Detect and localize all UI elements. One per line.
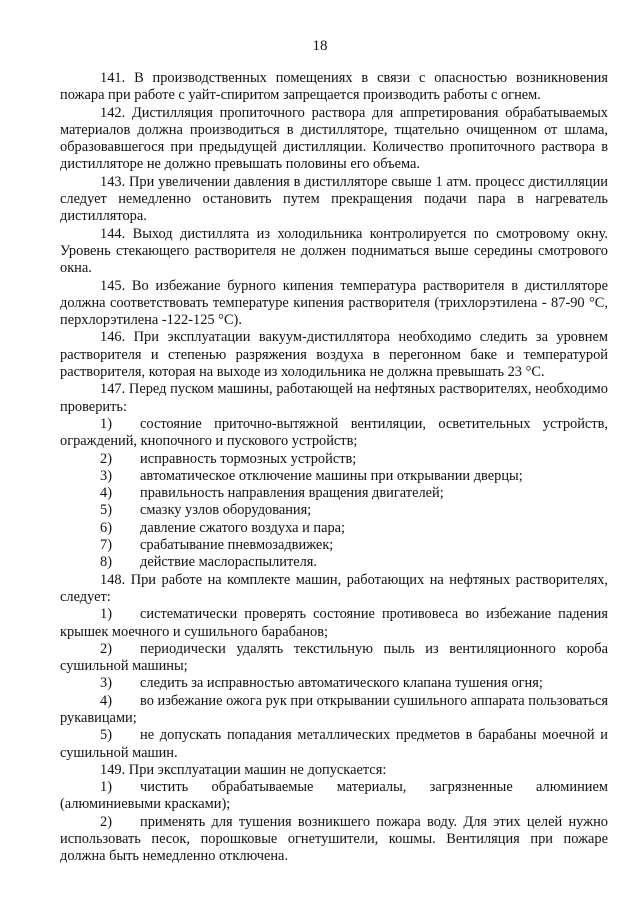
list-item-148-5: 5) не допускать попадания металлических предметов в барабаны моечной и сушильной машин. [60,727,608,761]
document-body [60,70,608,866]
paragraph-146: 146. При эксплуатации вакуум-дистиллятора необходимо следить за уровнем растворителя и степенью разряжения воздуха в перегонном баке и температурой растворителя, которая на выходе из холодильника не должна превышать 23 °С. [60,329,608,381]
paragraph-141: 141. В производственных помещениях в связи с опасностью возникновения пожара при работе с уайт-спиритом запрещается производить работы с огнем. [60,70,608,104]
page-number: 18 [312,38,328,54]
list-item-147-4: 4) правильность направления вращения двигателей; [100,485,444,502]
paragraph-144: 144. Выход дистиллята из холодильника контролируется по смотровому окну. Уровень стекающего растворителя не должен подниматься выше середины смотрового окна. [60,225,608,277]
paragraph-143: 143. При увеличении давления в дистилляторе свыше 1 атм. процесс дистилляции следует немедленно остановить путем прекращения подачи пара в нагреватель дистиллятора. [60,173,608,225]
list-item-148-4: 4) во избежание ожога рук при открывании сушильного аппарата пользоваться рукавицами; [60,692,608,726]
paragraph-145: 145. Во избежание бурного кипения температура растворителя в дистилляторе должна соответствовать температуре кипения растворителя (трихлорэтилена - 87-90 °С, перхлорэтилена -122-125 °С). [60,277,608,329]
list-item-147-8: 8) действие маслораспылителя. [100,554,318,571]
paragraph-142: 142. Дистилляция пропиточного раствора для аппретирования обрабатываемых материалов должна производиться в дистилляторе, тщательно очищенном от шлама, образовавшегося при предыдущей дистилляции. Количество пропиточного раствора в дистилляторе не должно превышать половины его объема. [60,104,608,173]
list-item-149-1: 1) чистить обрабатываемые материалы, загрязненные алюминием (алюминиевыми красками); [60,779,608,813]
list-item-147-6: 6) давление сжатого воздуха и пара; [100,519,346,536]
paragraph-148: 148. При работе на комплекте машин, работающих на нефтяных растворителях, следует: [60,571,608,605]
list-item-147-3: 3) автоматическое отключение машины при открывании дверцы; [100,467,523,484]
list-item-147-5: 5) смазку узлов оборудования; [100,502,312,519]
list-item-147-2: 2) исправность тормозных устройств; [100,450,357,467]
paragraph-149: 149. При эксплуатации машин не допускается: [100,761,387,778]
list-item-148-2: 2) периодически удалять текстильную пыль из вентиляционного короба сушильной машины; [60,640,608,675]
list-item-147-7: 7) срабатывание пневмозадвижек; [100,537,334,554]
list-item-148-3: 3) следить за исправностью автоматического клапана тушения огня; [100,675,543,692]
list-item-148-1: 1) систематически проверять состояние противовеса во избежание падения крышек моечного и сушильного барабанов; [60,606,608,640]
paragraph-147: 147. Перед пуском машины, работающей на нефтяных растворителях, необходимо проверить: [60,381,608,415]
list-item-149-2: 2) применять для тушения возникшего пожара воду. Для этих целей нужно использовать песок, порошковые огнетушители, кошмы. Вентиляция при пожаре должна быть немедленно отключена. [60,813,608,865]
list-item-147-1: 1) состояние приточно-вытяжной вентиляции, осветительных устройств, ограждений, кнопочного и пускового устройств; [60,415,608,450]
